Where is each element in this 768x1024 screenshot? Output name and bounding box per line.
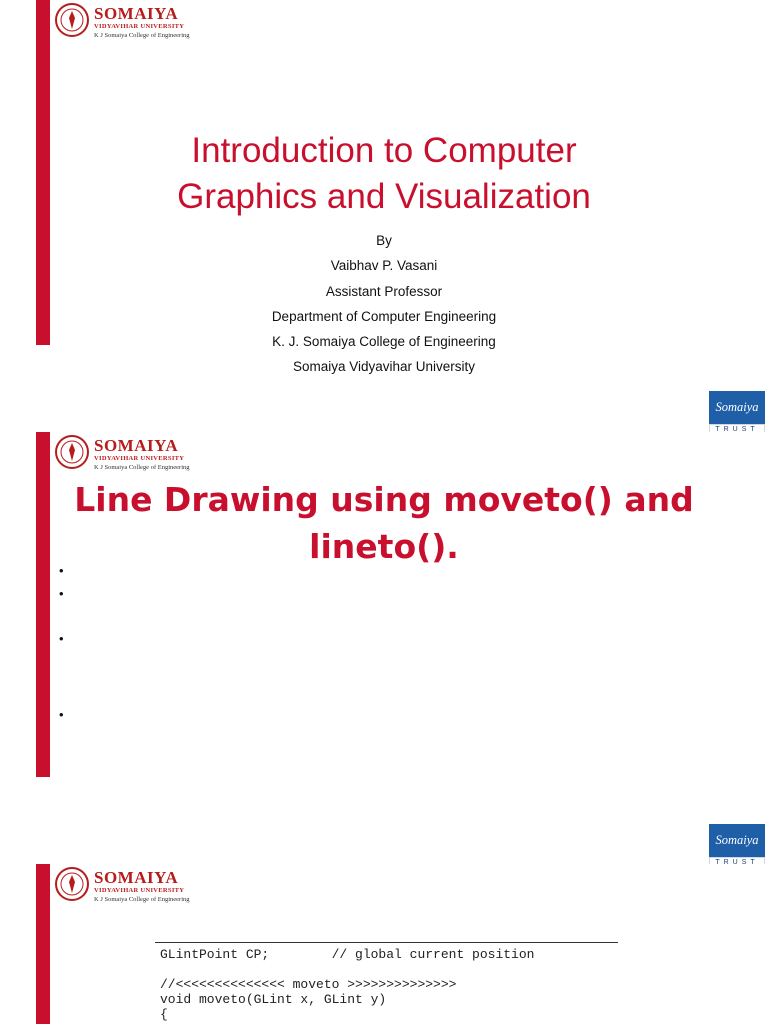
code-line: { [160,1007,168,1022]
logo-university: VIDYAVIHAR UNIVERSITY [94,23,185,30]
title-line-2: lineto(). [309,527,459,566]
logo-name: SOMAIYA [94,436,179,455]
info-by: By [376,233,392,248]
code-line: GLintPoint CP; // global current position [160,947,535,962]
bullet-point: • [59,707,64,722]
slide-title [0,476,768,570]
logo-college: K J Somaiya College of Engineering [94,464,190,471]
logo-university: VIDYAVIHAR UNIVERSITY [94,887,185,894]
info-author: Vaibhav P. Vasani [330,258,438,274]
code-listing [160,947,534,1022]
logo-college: K J Somaiya College of Engineering [94,32,190,39]
code-line [160,962,534,977]
info-university: Somaiya Vidyavihar University [292,359,476,375]
bullet-point: • [59,586,64,601]
code-line: //<<<<<<<<<<<<<< moveto >>>>>>>>>>>>>> [160,977,457,992]
logo-university: VIDYAVIHAR UNIVERSITY [94,455,185,462]
info-department: Department of Computer Engineering [271,308,497,324]
logo-name: SOMAIYA [94,868,179,887]
title-line-2: Graphics and Visualization [177,177,591,216]
page-title [0,128,768,220]
somaiya-trust-logo [709,824,765,864]
somaiya-logo [54,434,214,474]
trust-wordmark: Somaiya [709,391,765,424]
somaiya-emblem-icon [54,434,90,470]
code-top-rule [155,942,618,943]
somaiya-logo [54,866,214,906]
somaiya-logo [54,2,214,42]
title-line-1: Introduction to Computer [191,131,577,170]
bullet-point: • [59,631,64,646]
logo-college: K J Somaiya College of Engineering [94,896,190,903]
logo-name: SOMAIYA [94,4,179,23]
title-slide [0,0,768,432]
red-accent-bar [36,864,50,1024]
trust-wordmark: Somaiya [709,824,765,857]
info-college: K. J. Somaiya College of Engineering [272,334,496,350]
author-info [0,228,768,380]
code-line: void moveto(GLint x, GLint y) [160,992,387,1007]
trust-label: TRUST [709,424,765,432]
somaiya-emblem-icon [54,866,90,902]
code-slide [0,864,768,1024]
bullet-point: • [59,563,64,578]
info-designation: Assistant Professor [325,283,443,299]
somaiya-emblem-icon [54,2,90,38]
somaiya-trust-logo [709,391,765,432]
title-line-1: Line Drawing using moveto() and [74,480,694,519]
trust-label: TRUST [709,857,765,864]
line-drawing-slide [0,432,768,864]
